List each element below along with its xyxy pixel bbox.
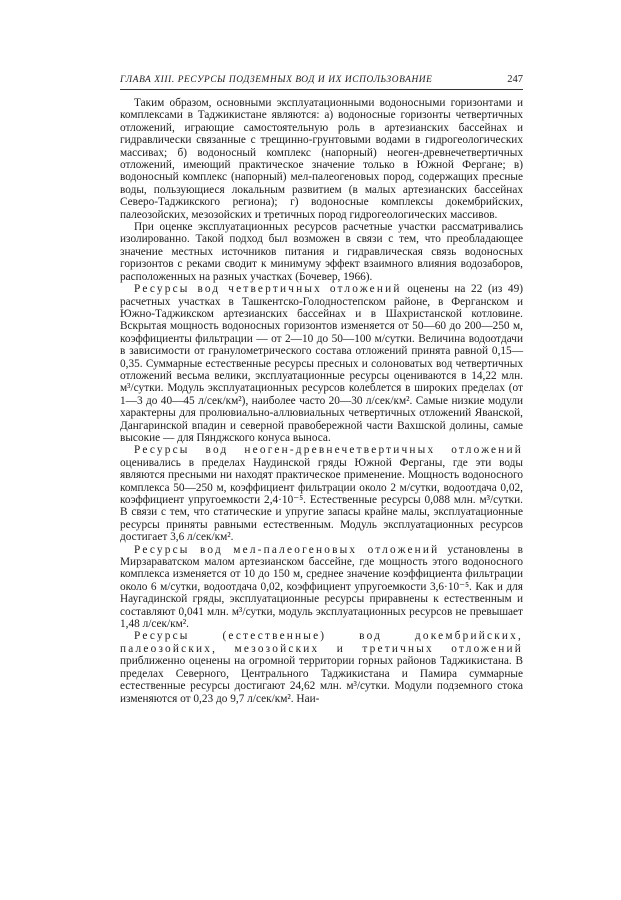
running-title: ГЛАВА XIII. РЕСУРСЫ ПОДЗЕМНЫХ ВОД И ИХ ИСПОЛЬЗОВАНИЕ — [120, 75, 433, 85]
paragraph-4 — [120, 444, 523, 543]
paragraph-6-text: приближенно оценены на огромной территории горных районов Таджикистана. В пределах Северного, Центрального Таджикистана и Памира суммарные естественные ресурсы достигают 24,62 млн. м³/сутки. Модули подземного стока изменяются от 0,23 до 9,7 л/сек/км². Наи- — [120, 655, 523, 705]
paragraph-3 — [120, 283, 523, 444]
paragraph-4-heading: Ресурсы вод неоген-древнечетвертичных отложений — [134, 444, 523, 457]
paragraph-5-heading: Ресурсы вод мел-палеогеновых отложений — [134, 543, 440, 556]
paragraph-5-text: установлены в Мирзараватском малом артезианском бассейне, где мощность этого водоносного комплекса изменяется от 10 до 150 м, среднее значение коэффициента фильтрации около 6 м/сутки, водоотдача 0,02, коэффициент упругоемкости 3,6·10⁻⁵. Как и для Наугадинской гряды, эксплуатационные ресурсы приравнены к естественным и составляют 0,041 млн. м³/сутки, модуль эксплуатационных ресурсов не превышает 1,48 л/сек/км². — [120, 543, 523, 631]
body-text — [120, 97, 523, 705]
paragraph-6 — [120, 630, 523, 704]
header-rule — [120, 89, 523, 90]
page-header — [120, 74, 523, 85]
paragraph-3-heading: Ресурсы вод четвертичных отложений — [134, 283, 402, 296]
paragraph-6-heading: Ресурсы (естественные) вод докембрийских, палеозойских, мезозойских и третичных отложений — [120, 630, 523, 655]
paragraph-1-text: Таким образом, основными эксплуатационными водоносными горизонтами и комплексами в Таджикистане являются: а) водоносные горизонты четвертичных отложений, играющие самостоятельную роль в артезианских бассейнах и гидравлически связанные с трещинно-грунтовыми водами в гидрогеологических массивах; б) водоносный комплекс (напорный) неоген-древнечетвертичных отложений, имеющий практическое значение только в Южной Фергане; в) водоносный комплекс (напорный) мел-палеогеновых пород, содержащих пресные воды, пользующиеся локальным развитием (в малых артезианских бассейнах Северо-Таджикского региона); г) водоносные комплексы докембрийских, палеозойских, мезозойских и третичных пород гидрогеологических массивов. — [120, 97, 523, 221]
page-number: 247 — [507, 74, 523, 85]
paragraph-5 — [120, 544, 523, 631]
paragraph-2 — [120, 221, 523, 283]
paragraph-2-text: При оценке эксплуатационных ресурсов расчетные участки рассматривались изолированно. Такой подход был возможен в связи с тем, что преобладающее значение местных источников питания и гидравлическая связь водоносных горизонтов с реками сводит к минимуму эффект взаимного влияния водозаборов, расположенных на разных участках (Бочевер, 1966). — [120, 221, 523, 283]
paragraph-1 — [120, 97, 523, 221]
paragraph-4-text: оценивались в пределах Наудинской гряды Южной Ферганы, где эти воды являются пресными ни находят практическое применение. Мощность водоносного комплекса 50—250 м, коэффициент фильтрации около 2 м/сутки, водоотдача 0,02, коэффициент упругоемкости 2,4·10⁻⁵. Естественные ресурсы 0,088 млн. м³/сутки. В связи с тем, что статические и упругие запасы крайне малы, эксплуатационные ресурсы приняты равными естественным. Модуль эксплуатационных ресурсов достигает 3,6 л/сек/км². — [120, 456, 523, 544]
paragraph-3-text: оценены на 22 (из 49) расчетных участках в Ташкентско-Голодностепском районе, в Ферганском и Южно-Таджикском артезианских бассейнах и в Шахристанской котловине. Вскрытая мощность водоносных горизонтов изменяется от 50—60 до 200—250 м, коэффициенты фильтрации — от 2—10 до 50—100 м/сутки. Величина водоотдачи в зависимости от гранулометрического состава отложений принята равной 0,15—0,35. Суммарные естественные ресурсы пресных и солоноватых вод четвертичных отложений весьма велики, эксплуатационные ресурсы оцениваются в 14,22 млн. м³/сутки. Модуль эксплуатационных ресурсов колеблется в широких пределах (от 1—3 до 40—45 л/сек/км²), наиболее часто 20—30 л/сек/км². Самые низкие модули характерны для пролювиально-аллювиальных четвертичных отложений Яванской, Дангаринской впадин и северной правобережной части Вахшской долины, самые высокие — для Пянджского конуса выноса. — [120, 283, 523, 444]
